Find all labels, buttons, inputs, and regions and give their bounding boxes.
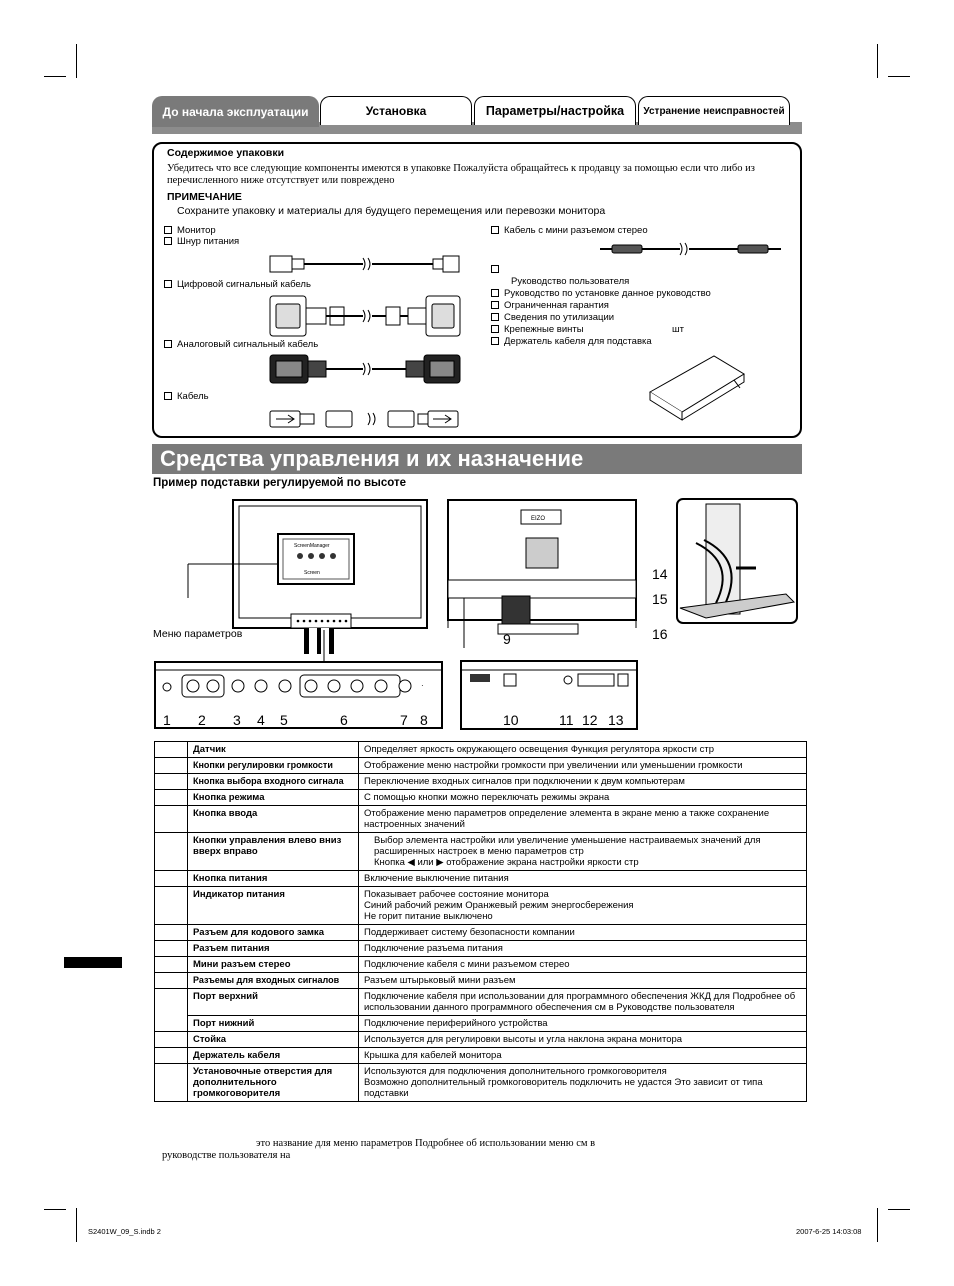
callout-3: 3 — [233, 712, 241, 728]
item-usb-cable: Кабель — [164, 391, 209, 403]
footer-timestamp: 2007-6-25 14:03:08 — [796, 1227, 862, 1236]
left-arrow-icon: ◀ — [407, 857, 415, 868]
crop-mark — [76, 44, 77, 78]
table-row: Датчик Определяет яркость окружающего освещения Функция регулятора яркости стр — [155, 742, 807, 758]
callout-16: 16 — [652, 626, 668, 642]
callout-8: 8 — [420, 712, 428, 728]
checkbox-icon — [491, 289, 499, 297]
checkbox-icon — [491, 226, 499, 234]
callout-9: 9 — [503, 631, 511, 647]
digital-cable-icon — [268, 294, 463, 338]
item-screws: Крепежные винты — [491, 324, 584, 336]
crop-mark — [877, 1208, 878, 1242]
callout-4: 4 — [257, 712, 265, 728]
right-arrow-icon: ▶ — [436, 857, 444, 868]
footnote-line1: это название для меню параметров Подробнее об использовании меню см в — [256, 1138, 596, 1149]
section-title: Средства управления и их назначение — [152, 444, 802, 474]
analog-cable-icon — [268, 353, 463, 385]
item-monitor: Монитор — [164, 225, 216, 237]
crop-mark — [44, 76, 66, 77]
table-row: Кнопки управления влево вниз вверх вправо Выбор элемента настройки или увеличение уменьшение настраиваемых значений для расширенных настроек в меню параметров стр Кнопка ◀ или ▶ отображение экрана настройки яркости стр — [155, 833, 807, 871]
callout-13: 13 — [608, 712, 624, 728]
crop-mark — [76, 1208, 77, 1242]
item-recycling: Сведения по утилизации — [491, 312, 614, 324]
menu-label: Меню параметров — [153, 628, 243, 640]
svg-text:EIZO: EIZO — [531, 516, 546, 522]
svg-text:Screen: Screen — [304, 570, 320, 576]
callout-2: 2 — [198, 712, 206, 728]
crop-mark — [888, 1209, 910, 1210]
checkbox-icon — [491, 265, 499, 273]
checkbox-icon — [164, 226, 172, 234]
table-row: Индикатор питания Показывает рабочее состояние монитора Синий рабочий режим Оранжевый режим энергосбережения Не горит питание выключено — [155, 887, 807, 925]
footer-filename: S2401W_09_S.indb 2 — [88, 1227, 161, 1236]
table-row: Кнопка режима С помощью кнопки можно переключать режимы экрана — [155, 790, 807, 806]
table-row: Мини разъем стерео Подключение кабеля с мини разъемом стерео — [155, 957, 807, 973]
section-subtitle: Пример подставки регулируемой по высоте — [153, 477, 407, 489]
item-stereo-cable: Кабель с мини разъемом стерео — [491, 225, 648, 237]
note-text: Сохраните упаковку и материалы для будущего перемещения или перевозки монитора — [177, 205, 606, 217]
package-title: Содержимое упаковки — [167, 147, 285, 159]
item-cable-holder: Держатель кабеля для подставка — [491, 336, 652, 348]
checkbox-icon — [491, 325, 499, 333]
callout-12: 12 — [582, 712, 598, 728]
table-row: Установочные отверстия для дополнительного громкоговорителя Используются для подключения дополнительного громкоговорителя Возможно дополнительный громкоговоритель подключить не удастся Это зависит от типа подставки — [155, 1064, 807, 1102]
power-cord-icon — [268, 250, 463, 278]
table-row: Порт нижний Подключение периферийного устройства — [155, 1016, 807, 1032]
cable-holder-icon — [644, 352, 748, 424]
tab-installation[interactable]: Установка — [320, 96, 472, 125]
checkbox-icon — [164, 280, 172, 288]
item-analog-cable: Аналоговый сигнальный кабель — [164, 339, 318, 351]
callout-7: 7 — [400, 712, 408, 728]
item-digital-cable: Цифровой сигнальный кабель — [164, 279, 311, 291]
table-row: Кнопки регулировки громкости Отображение меню настройки громкости при увеличении или уменьшении громкости — [155, 758, 807, 774]
item-warranty: Ограниченная гарантия — [491, 300, 609, 312]
table-row: Разъем для кодового замка Поддерживает систему безопасности компании — [155, 925, 807, 941]
checkbox-icon — [491, 301, 499, 309]
item-screws-count: шт — [672, 324, 684, 335]
stand-side-illustration — [676, 498, 798, 626]
table-row: Кнопка выбора входного сигнала Переключение входных сигналов при подключении к двум компьютерам — [155, 774, 807, 790]
note-title: ПРИМЕЧАНИЕ — [167, 191, 242, 203]
usb-cable-icon — [268, 408, 463, 430]
callout-10: 10 — [503, 712, 519, 728]
controls-table — [154, 741, 807, 1102]
checkbox-icon — [164, 237, 172, 245]
item-power-cord: Шнур питания — [164, 236, 239, 248]
footnote-line2: руководстве пользователя на — [162, 1150, 291, 1161]
page-marker — [64, 957, 122, 968]
callout-6: 6 — [340, 712, 348, 728]
crop-mark — [44, 1209, 66, 1210]
tab-settings[interactable]: Параметры/настройка — [474, 96, 636, 125]
table-row: Порт верхний Подключение кабеля при использовании для программного обеспечения ЖКД для Подробнее об использовании данного программного обеспечения см в Руководстве пользователя — [155, 989, 807, 1016]
callout-14: 14 — [652, 566, 668, 582]
table-row: Разъем питания Подключение разъема питания — [155, 941, 807, 957]
item-cd — [491, 264, 504, 276]
package-intro: Убедитесь что все следующие компоненты имеются в упаковке Пожалуйста обращайтесь к продавцу за помощью если что либо из перечисленного ниже отсутствует или повреждено — [167, 163, 755, 186]
table-row: Кнопка ввода Отображение меню параметров определение элемента в экране меню а также сохранение настроенных значений — [155, 806, 807, 833]
checkbox-icon — [164, 392, 172, 400]
tab-troubleshooting[interactable]: Устранение неисправностей — [638, 96, 790, 125]
table-row: Разъемы для входных сигналов Разъем штырьковый мини разъем — [155, 973, 807, 989]
callout-11: 11 — [559, 712, 574, 728]
table-row: Кнопка питания Включение выключение питания — [155, 871, 807, 887]
item-setup-guide: Руководство по установке данное руководство — [491, 288, 711, 300]
stereo-cable-icon — [598, 240, 783, 258]
monitor-rear-illustration — [446, 498, 646, 648]
table-row: Стойка Используется для регулировки высоты и угла наклона экрана монитора — [155, 1032, 807, 1048]
callout-15: 15 — [652, 591, 668, 607]
checkbox-icon — [164, 340, 172, 348]
item-user-manual: Руководство пользователя — [511, 276, 630, 287]
checkbox-icon — [491, 313, 499, 321]
tab-before-use[interactable]: До начала эксплуатации — [152, 96, 319, 127]
section-tabs — [152, 96, 802, 134]
callout-5: 5 — [280, 712, 288, 728]
callout-1: 1 — [163, 712, 171, 728]
crop-mark — [888, 76, 910, 77]
crop-mark — [877, 44, 878, 78]
svg-text:ScreenManager: ScreenManager — [294, 543, 330, 549]
table-row: Держатель кабеля Крышка для кабелей монитора — [155, 1048, 807, 1064]
svg-text:·: · — [421, 681, 424, 690]
checkbox-icon — [491, 337, 499, 345]
